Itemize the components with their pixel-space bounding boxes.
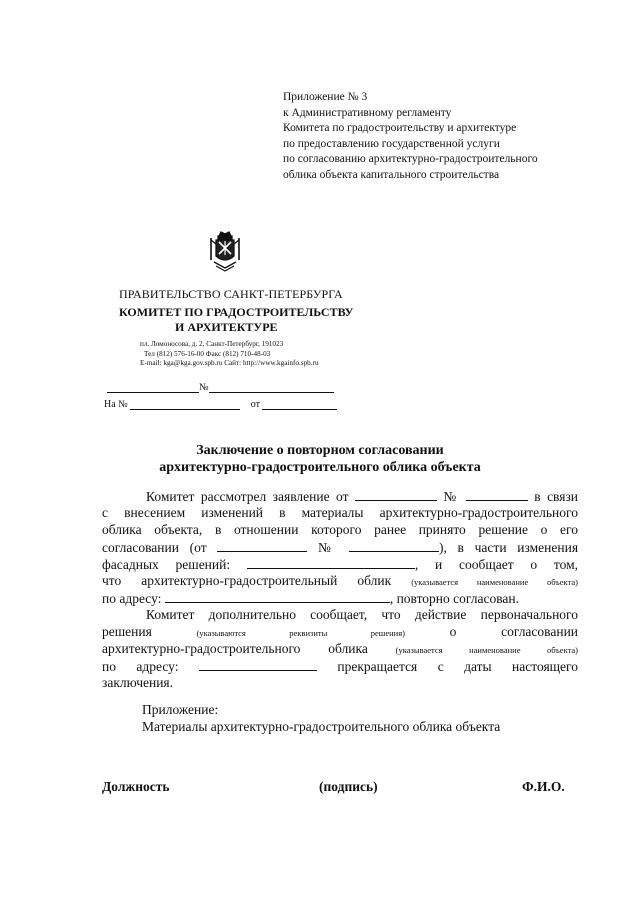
- object-name-hint: (указывается наименование объекта): [395, 645, 579, 655]
- body-line: [102, 556, 578, 574]
- contacts-block: [140, 340, 319, 369]
- text-segment: по адресу:: [102, 591, 162, 606]
- attachment-text: Материалы архитектурно-градостроительного облика объекта: [142, 719, 501, 734]
- committee-title-line1: КОМИТЕТ ПО ГРАДОСТРОИТЕЛЬСТВУ: [119, 305, 354, 319]
- object-name-hint: (указывается наименование объекта): [411, 577, 578, 587]
- ref-number-blank[interactable]: [107, 381, 199, 393]
- body-line: [102, 624, 578, 642]
- incoming-ref-line: [104, 398, 337, 410]
- text-segment: ), в части изменения: [438, 540, 579, 555]
- email-site: E-mail: kga@kga.gov.spb.ru Сайт: http://www.kgainfo.spb.ru: [140, 359, 319, 367]
- address-blank[interactable]: [199, 658, 317, 671]
- coat-of-arms-icon: [208, 230, 242, 274]
- text-segment: №: [318, 540, 339, 555]
- annex-line: по согласованию архитектурно-градостроительного: [283, 153, 538, 165]
- body-line: [102, 641, 578, 659]
- text-segment: фасадных решений:: [102, 557, 231, 572]
- signatory-position: Должность: [102, 779, 170, 794]
- facade-solutions-blank[interactable]: [247, 556, 415, 569]
- title-line2: архитектурно-градостроительного облика объекта: [159, 460, 481, 475]
- text-segment: по адресу:: [102, 659, 179, 674]
- text-segment: что архитектурно-градостроительный облик: [102, 573, 392, 588]
- annex-line: Приложение № 3: [283, 91, 368, 103]
- body-line: [146, 488, 578, 506]
- body-line: облика объекта, в отношении которого ранее принято решение о его: [102, 522, 578, 537]
- committee-title-line2: И АРХИТЕКТУРЕ: [175, 320, 278, 334]
- signatory-name: Ф.И.О.: [522, 779, 565, 794]
- application-date-blank[interactable]: [355, 488, 437, 501]
- signature-placeholder: (подпись): [319, 779, 378, 794]
- body-line: с внесением изменений в материалы архитектурно-градостроительного: [102, 505, 578, 520]
- committee-title: [119, 305, 353, 335]
- ref-no-sign: №: [199, 382, 209, 393]
- address-blank[interactable]: [165, 590, 390, 603]
- body-line: заключения.: [102, 675, 174, 690]
- attachment-label: Приложение:: [142, 702, 219, 717]
- text-segment: архитектурно-градостроительного облика: [102, 641, 368, 656]
- government-title: ПРАВИТЕЛЬСТВО САНКТ-ПЕТЕРБУРГА: [119, 287, 343, 301]
- decision-number-blank[interactable]: [349, 539, 439, 552]
- annex-line: по предоставлению государственной услуги: [283, 137, 500, 150]
- decision-details-hint: (указываются реквизиты решения): [196, 628, 405, 638]
- body-line: [102, 539, 578, 557]
- text-segment: согласовании (от: [102, 540, 207, 555]
- body-line: [102, 658, 578, 676]
- annex-block: [283, 90, 538, 183]
- incoming-number-blank[interactable]: [130, 398, 240, 410]
- title-line1: Заключение о повторном согласовании: [196, 443, 444, 458]
- text-segment: , и сообщает о том,: [414, 557, 579, 572]
- text-segment: о согласовании: [449, 624, 579, 639]
- annex-line: к Административному регламенту: [283, 106, 452, 119]
- text-segment: в связи: [534, 489, 579, 504]
- body-line: [102, 590, 578, 608]
- annex-line: Комитета по градостроительству и архитектуре: [283, 122, 517, 134]
- decision-date-blank[interactable]: [217, 539, 307, 552]
- ref-on-no-label: На №: [104, 399, 128, 410]
- ref-date-blank[interactable]: [209, 381, 334, 393]
- body-line: [102, 573, 578, 591]
- annex-line: облика объекта капитального строительства: [283, 168, 500, 181]
- text-segment: Комитет рассмотрел заявление от: [146, 489, 349, 504]
- text-segment: прекращается с даты настоящего: [337, 659, 579, 674]
- text-segment: №: [443, 489, 460, 504]
- phone-fax: Тел (812) 576-16-00 Факс (812) 710-48-03: [144, 349, 271, 358]
- ref-from-label: от: [250, 399, 260, 410]
- body-line: Комитет дополнительно сообщает, что действие первоначального: [146, 607, 578, 622]
- document-title: [0, 442, 640, 476]
- application-number-blank[interactable]: [466, 488, 528, 501]
- text-segment: решения: [102, 624, 152, 639]
- outgoing-ref-line: [107, 381, 334, 393]
- text-segment: , повторно согласован.: [389, 591, 519, 606]
- incoming-date-blank[interactable]: [262, 398, 337, 410]
- postal-address: пл. Ломоносова, д. 2, Санкт-Петербург, 191023: [140, 340, 284, 348]
